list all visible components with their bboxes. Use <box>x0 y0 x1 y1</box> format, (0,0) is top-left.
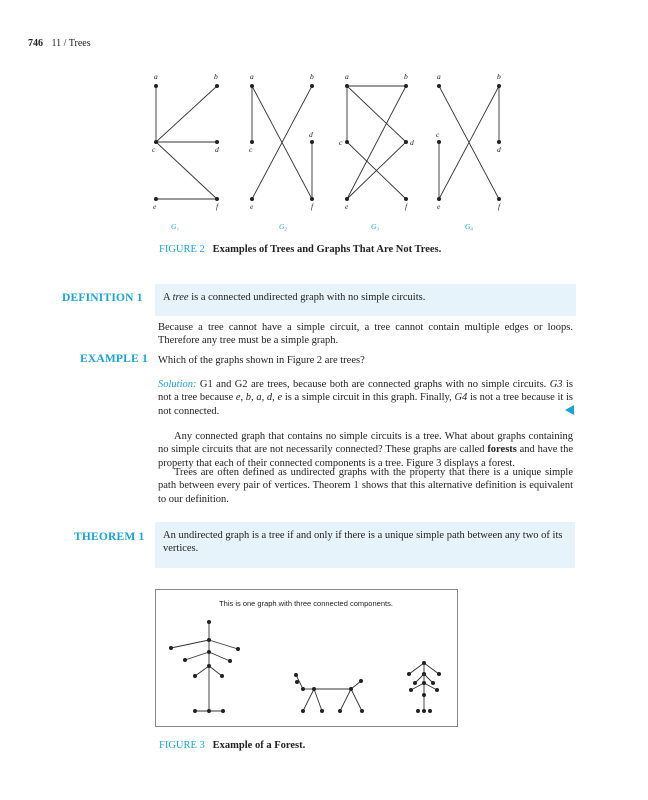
vertex-label: d <box>309 130 313 139</box>
vertex-label: c <box>339 138 343 147</box>
vertex-label: b <box>497 72 501 81</box>
example-question: Which of the graphs shown in Figure 2 are trees? <box>158 355 365 366</box>
graph-label-g3: G₃ <box>371 222 380 231</box>
vertex-label: a <box>154 72 158 81</box>
solution-text-4: is not a tree because it is not connected. <box>158 392 574 417</box>
figure-2-caption <box>159 244 441 255</box>
theorem-box <box>155 522 575 568</box>
vertex-label: d <box>410 138 414 147</box>
forests-term: forests <box>487 444 517 456</box>
end-of-example-triangle-icon <box>565 405 574 415</box>
vertex-label: c <box>249 145 253 154</box>
running-header <box>28 38 91 49</box>
vertex-label: d <box>215 145 219 154</box>
figure-3-inner-caption: This is one graph with three connected components. <box>219 599 393 608</box>
vertex-label: c <box>436 130 440 139</box>
vertex-label: f <box>311 202 314 211</box>
solution-text-2: is not a tree because <box>158 379 573 404</box>
vertex-label: f <box>405 202 408 211</box>
vertex-label: b <box>404 72 408 81</box>
vertex-label: c <box>152 145 156 154</box>
definition-text-post: is a connected undirected graph with no simple circuits. <box>188 292 426 303</box>
solution-g4: G4 <box>454 392 468 404</box>
page-number: 746 <box>28 38 43 49</box>
figure-2-graphs <box>140 66 540 241</box>
definition-text-pre: A <box>163 292 173 303</box>
paragraph-tree-simple: Because a tree cannot have a simple circuit, a tree cannot contain multiple edges or loops. Therefore any tree must be a simple graph. <box>158 322 573 347</box>
solution-text-3: is a simple circuit in this graph. Finally, <box>282 392 455 404</box>
graph-label-g2: G₂ <box>279 222 288 231</box>
vertex-label: d <box>497 145 501 154</box>
definition-label: DEFINITION 1 <box>62 292 143 304</box>
figure-3-forest <box>156 610 456 725</box>
figure-3-caption-text: Example of a Forest. <box>212 740 306 751</box>
example-label: EXAMPLE 1 <box>80 353 148 365</box>
vertex-label: a <box>437 72 441 81</box>
theorem-text: An undirected graph is a tree if and only if there is a unique simple path between any two of its vertices. <box>163 530 563 555</box>
solution-circuit: e, b, a, d, e <box>235 392 283 404</box>
chapter-title: 11 / Trees <box>51 38 91 49</box>
figure-2-label: FIGURE 2 <box>159 244 205 255</box>
vertex-label: e <box>437 202 441 211</box>
figure-3-label: FIGURE 3 <box>159 740 205 751</box>
vertex-label: b <box>310 72 314 81</box>
paragraph-forests <box>158 430 573 470</box>
solution-label: Solution: <box>158 379 197 390</box>
vertex-label: a <box>250 72 254 81</box>
vertex-label: f <box>216 202 219 211</box>
solution-text-1: G1 and G2 are trees, because both are connected graphs with no simple circuits. <box>196 379 550 390</box>
para-forests-2: and have the property that each of their connected components is a tree. Figure 3 displays a forest. <box>158 444 573 469</box>
vertex-label: f <box>498 202 501 211</box>
vertex-label: e <box>345 202 349 211</box>
figure-3-caption <box>159 740 305 751</box>
solution-paragraph <box>158 378 573 418</box>
graph-label-g4: G₄ <box>465 222 474 231</box>
vertex-label: e <box>153 202 157 211</box>
para-forests-1: Any connected graph that contains no simple circuits is a tree. What about graphs containing no simple circuits that are not necessarily connected? These graphs are called <box>158 431 573 456</box>
definition-term: tree <box>172 292 189 303</box>
theorem-label: THEOREM 1 <box>74 531 145 543</box>
vertex-label: a <box>345 72 349 81</box>
figure-2-caption-text: Examples of Trees and Graphs That Are Not Trees. <box>212 244 442 255</box>
vertex-label: b <box>214 72 218 81</box>
paragraph-alt-definition: Trees are often defined as undirected graphs with the property that there is a unique simple path between every pair of vertices. Theorem 1 shows that this alternative definition is equivalent to our definition. <box>158 467 573 505</box>
solution-g3: G3 <box>549 379 563 390</box>
definition-box <box>155 284 576 316</box>
graph-label-g1: G₁ <box>171 222 180 231</box>
vertex-label: e <box>250 202 254 211</box>
